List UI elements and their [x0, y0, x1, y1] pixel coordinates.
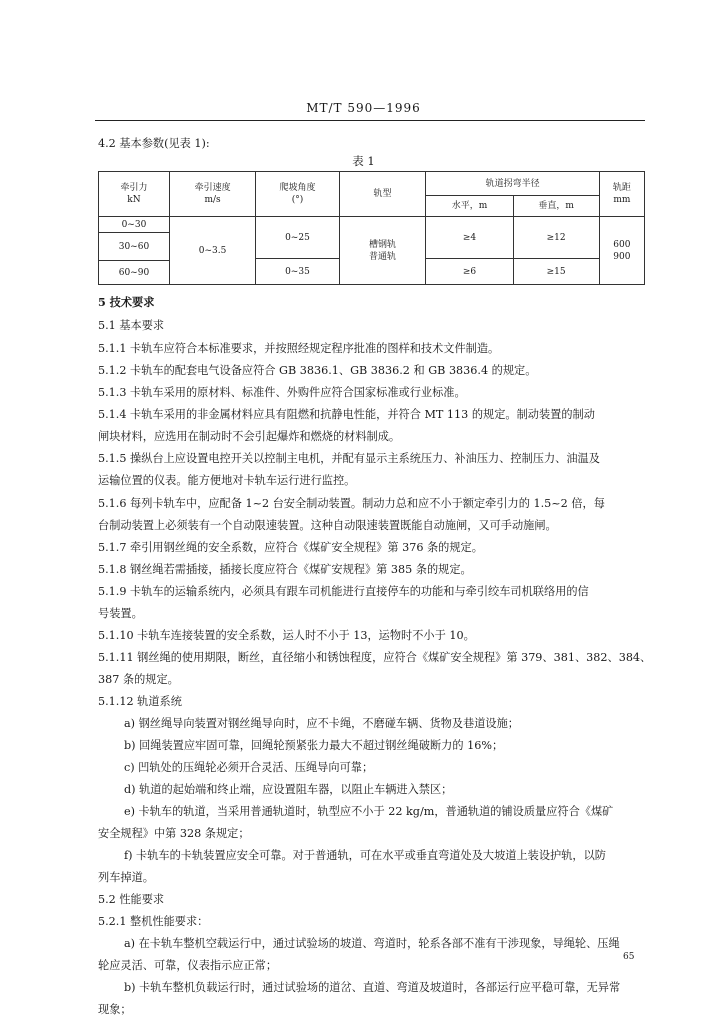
text-line: 现象； [98, 1003, 132, 1016]
text-line: 5.1.7 牵引用钢丝绳的安全系数，应符合《煤矿安全规程》第 376 条的规定。 [98, 541, 483, 554]
text-line: 5.2.1 整机性能要求： [98, 915, 209, 928]
text-line: 5.1.4 卡轨车采用的非金属材料应具有阻燃和抗静电性能，并符合 MT 113 的规定。制动装置的制动 [98, 408, 595, 421]
text-line: 安全规程》中第 328 条规定； [98, 827, 250, 840]
cell-gauge: 600 900 [599, 217, 644, 285]
parameter-table [98, 171, 645, 285]
cell-rail-type: 槽钢轨 普通轨 [339, 217, 426, 285]
text-line: 5.1.6 每列卡轨车中，应配备 1~2 台安全制动装置。制动力总和应不小于额定牵引力的 1.5~2 倍，每 [98, 497, 605, 510]
text-line: 5.1.1 卡轨车应符合本标准要求，并按照经规定程序批准的图样和技术文件制造。 [98, 342, 500, 355]
text-line: 5.1.2 卡轨车的配套电气设备应符合 GB 3836.1、GB 3836.2 和 GB 3836.4 的规定。 [98, 364, 537, 377]
text-line: d) 轨道的起始端和终止端，应设置阻车器，以阻止车辆进入禁区； [124, 783, 453, 796]
header-curve-radius: 轨道拐弯半径 [426, 172, 599, 196]
section-4-2: 4.2 基本参数(见表 1): [98, 137, 210, 150]
cell-speed: 0~3.5 [169, 217, 255, 285]
text-line: 5.1.3 卡轨车采用的原材料、标准件、外购件应符合国家标准或行业标准。 [98, 386, 466, 399]
section-5-heading: 5 技术要求 [98, 295, 155, 309]
cell-vertical-a: ≥12 [513, 217, 599, 259]
text-line: 5.1.9 卡轨车的运输系统内，必须具有跟车司机能进行直接停车的功能和与牵引绞车司机联络用的信 [98, 585, 589, 598]
header-speed: 牵引速度 m/s [169, 172, 255, 217]
header-slope: 爬坡角度 (°) [256, 172, 339, 217]
text-line: 5.1 基本要求 [98, 319, 165, 332]
text-line: f) 卡轨车的卡轨装置应安全可靠。对于普通轨，可在水平或垂直弯道处及大坡道上装设护轨，以防 [124, 849, 606, 862]
text-line: 387 条的规定。 [98, 673, 179, 686]
cell-slope-b: 0~35 [256, 259, 339, 285]
table-caption: 表 1 [352, 154, 375, 168]
cell-horizontal-b: ≥6 [426, 259, 513, 285]
text-line: 5.1.12 轨道系统 [98, 695, 182, 708]
text-line: 轮应灵活、可靠，仪表指示应正常； [98, 959, 278, 972]
text-line: c) 凹轨处的压绳轮必须开合灵活、压绳导向可靠； [124, 761, 374, 774]
text-line: b) 卡轨车整机负载运行时，通过试验场的道岔、直道、弯道及坡道时，各部运行应平稳可靠，无异常 [124, 981, 621, 994]
cell-traction-2: 30~60 [99, 233, 170, 261]
text-line: b) 回绳装置应牢固可靠，回绳轮预紧张力最大不超过钢丝绳破断力的 16%； [124, 739, 504, 752]
text-line: e) 卡轨车的轨道，当采用普通轨道时，轨型应不小于 22 kg/m，普通轨道的铺设质量应符合《煤矿 [124, 805, 614, 818]
text-line: 5.2 性能要求 [98, 893, 165, 906]
text-line: 闸块材料，应选用在制动时不会引起爆炸和燃烧的材料制成。 [98, 430, 401, 443]
header-gauge: 轨距 mm [599, 172, 644, 217]
cell-slope-a: 0~25 [256, 217, 339, 259]
cell-horizontal-a: ≥4 [426, 217, 513, 259]
running-header: MT/T 590—1996 [306, 101, 421, 115]
header-traction: 牵引力 kN [99, 172, 170, 217]
text-line: 台制动装置上必须装有一个自动限速装置。这种自动限速装置既能自动施闸，又可手动施闸。 [98, 519, 557, 532]
header-horizontal: 水平，m [426, 196, 513, 217]
text-line: 5.1.11 钢丝绳的使用期限，断丝，直径缩小和锈蚀程度，应符合《煤矿安全规程》第 379、381、382、384、 [98, 651, 652, 664]
text-line: 5.1.8 钢丝绳若需插接，插接长度应符合《煤矿安规程》第 385 条的规定。 [98, 563, 472, 576]
text-line: 运输位置的仪表。能方便地对卡轨车运行进行监控。 [98, 474, 356, 487]
text-line: 5.1.5 操纵台上应设置电控开关以控制主电机，并配有显示主系统压力、补油压力、控制压力、油温及 [98, 452, 600, 465]
text-line: 号装置。 [98, 607, 143, 620]
header-rule [95, 120, 645, 121]
cell-traction-3: 60~90 [99, 261, 170, 285]
cell-vertical-b: ≥15 [513, 259, 599, 285]
header-rail-type: 轨型 [339, 172, 426, 217]
text-line: 列车掉道。 [98, 871, 154, 884]
header-vertical: 垂直，m [513, 196, 599, 217]
cell-traction-1: 0~30 [99, 217, 170, 233]
text-line: 5.1.10 卡轨车连接装置的安全系数，运人时不小于 13，运物时不小于 10。 [98, 629, 475, 642]
text-line: a) 钢丝绳导向装置对钢丝绳导向时，应不卡绳，不磨碰车辆、货物及巷道设施； [124, 717, 519, 730]
page-number: 65 [623, 952, 635, 962]
text-line: a) 在卡轨车整机空载运行中，通过试验场的坡道、弯道时，轮系各部不准有干涉现象，导绳轮、压绳 [124, 937, 620, 950]
